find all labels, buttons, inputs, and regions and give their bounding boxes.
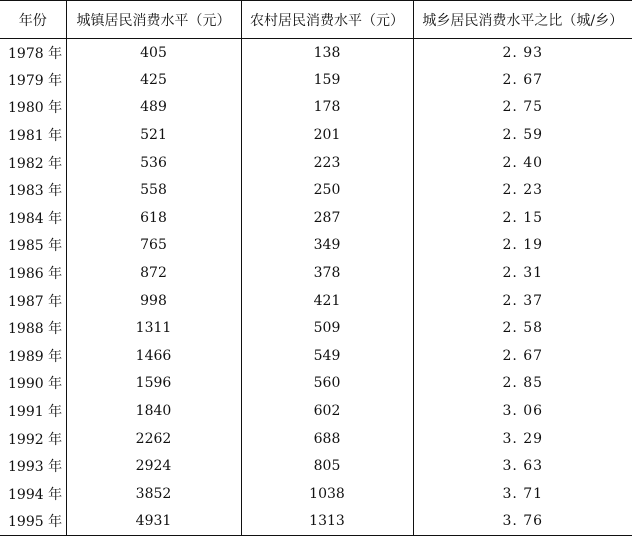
cell-urban-consumption: 765	[66, 232, 241, 260]
table-row	[0, 508, 632, 536]
cell-ratio: 2. 23	[413, 176, 632, 204]
table-row	[0, 425, 632, 453]
cell-ratio: 2. 31	[413, 259, 632, 287]
cell-year: 1978 年	[8, 45, 63, 62]
cell-ratio: 2. 75	[413, 94, 632, 122]
cell-urban-consumption: 2262	[66, 425, 241, 453]
cell-rural-consumption: 378	[241, 259, 413, 287]
cell-urban-consumption: 998	[66, 287, 241, 315]
cell-year: 1991 年	[8, 404, 63, 421]
table-row	[0, 121, 632, 149]
cell-ratio: 3. 06	[413, 397, 632, 425]
table-row	[0, 397, 632, 425]
cell-year: 1980 年	[8, 100, 63, 117]
cell-urban-consumption: 4931	[66, 508, 241, 536]
cell-year: 1984 年	[8, 210, 63, 227]
cell-rural-consumption: 1313	[241, 508, 413, 536]
cell-year: 1990 年	[8, 376, 63, 393]
cell-urban-consumption: 536	[66, 149, 241, 177]
table-body	[0, 39, 632, 536]
table-row	[0, 480, 632, 508]
cell-rural-consumption: 509	[241, 314, 413, 342]
cell-ratio: 2. 19	[413, 232, 632, 260]
cell-urban-consumption: 521	[66, 121, 241, 149]
cell-year: 1983 年	[8, 183, 63, 200]
cell-year: 1985 年	[8, 238, 63, 255]
header-urban-rural-ratio: 城乡居民消费水平之比（城/乡）	[413, 1, 632, 39]
cell-rural-consumption: 1038	[241, 480, 413, 508]
header-row	[0, 1, 632, 39]
cell-year: 1989 年	[8, 348, 63, 365]
cell-rural-consumption: 223	[241, 149, 413, 177]
cell-urban-consumption: 1311	[66, 314, 241, 342]
table-row	[0, 314, 632, 342]
table-row	[0, 94, 632, 122]
table-row	[0, 452, 632, 480]
cell-ratio: 3. 63	[413, 452, 632, 480]
cell-ratio: 3. 29	[413, 425, 632, 453]
cell-urban-consumption: 405	[66, 39, 241, 67]
cell-urban-consumption: 1596	[66, 370, 241, 398]
cell-ratio: 2. 40	[413, 149, 632, 177]
cell-rural-consumption: 549	[241, 342, 413, 370]
cell-ratio: 2. 85	[413, 370, 632, 398]
cell-urban-consumption: 2924	[66, 452, 241, 480]
cell-ratio: 3. 76	[413, 508, 632, 536]
cell-urban-consumption: 558	[66, 176, 241, 204]
table-row	[0, 149, 632, 177]
table-row	[0, 204, 632, 232]
cell-rural-consumption: 688	[241, 425, 413, 453]
cell-ratio: 2. 15	[413, 204, 632, 232]
cell-rural-consumption: 602	[241, 397, 413, 425]
table-row	[0, 66, 632, 94]
cell-ratio: 2. 58	[413, 314, 632, 342]
cell-rural-consumption: 138	[241, 39, 413, 67]
table-header	[0, 1, 632, 39]
cell-rural-consumption: 201	[241, 121, 413, 149]
header-year: 年份	[0, 1, 66, 39]
cell-urban-consumption: 1840	[66, 397, 241, 425]
header-rural-consumption: 农村居民消费水平（元）	[241, 1, 413, 39]
table-row	[0, 370, 632, 398]
cell-rural-consumption: 421	[241, 287, 413, 315]
cell-rural-consumption: 560	[241, 370, 413, 398]
cell-year: 1988 年	[8, 321, 63, 338]
cell-year: 1995 年	[0, 508, 66, 536]
cell-rural-consumption: 349	[241, 232, 413, 260]
cell-year: 1981 年	[8, 128, 63, 145]
cell-rural-consumption: 178	[241, 94, 413, 122]
cell-ratio: 2. 93	[413, 39, 632, 67]
table-row	[0, 342, 632, 370]
cell-year: 1994 年	[8, 486, 63, 503]
cell-year: 1993 年	[8, 459, 63, 476]
cell-urban-consumption: 425	[66, 66, 241, 94]
table-row	[0, 287, 632, 315]
cell-urban-consumption: 872	[66, 259, 241, 287]
table-row	[0, 176, 632, 204]
table-row	[0, 232, 632, 260]
cell-urban-consumption: 1466	[66, 342, 241, 370]
cell-rural-consumption: 287	[241, 204, 413, 232]
cell-urban-consumption: 489	[66, 94, 241, 122]
cell-rural-consumption: 250	[241, 176, 413, 204]
cell-year: 1992 年	[8, 431, 63, 448]
cell-year: 1979 年	[8, 72, 63, 89]
cell-ratio: 2. 37	[413, 287, 632, 315]
cell-year: 1987 年	[8, 293, 63, 310]
table-row	[0, 39, 632, 67]
cell-year: 1982 年	[8, 155, 63, 172]
table-row	[0, 259, 632, 287]
cell-rural-consumption: 805	[241, 452, 413, 480]
cell-rural-consumption: 159	[241, 66, 413, 94]
cell-ratio: 3. 71	[413, 480, 632, 508]
cell-ratio: 2. 67	[413, 342, 632, 370]
cell-ratio: 2. 59	[413, 121, 632, 149]
cell-urban-consumption: 618	[66, 204, 241, 232]
header-urban-consumption: 城镇居民消费水平（元）	[66, 1, 241, 39]
cell-urban-consumption: 3852	[66, 480, 241, 508]
cell-year: 1986 年	[8, 266, 63, 283]
cell-ratio: 2. 67	[413, 66, 632, 94]
